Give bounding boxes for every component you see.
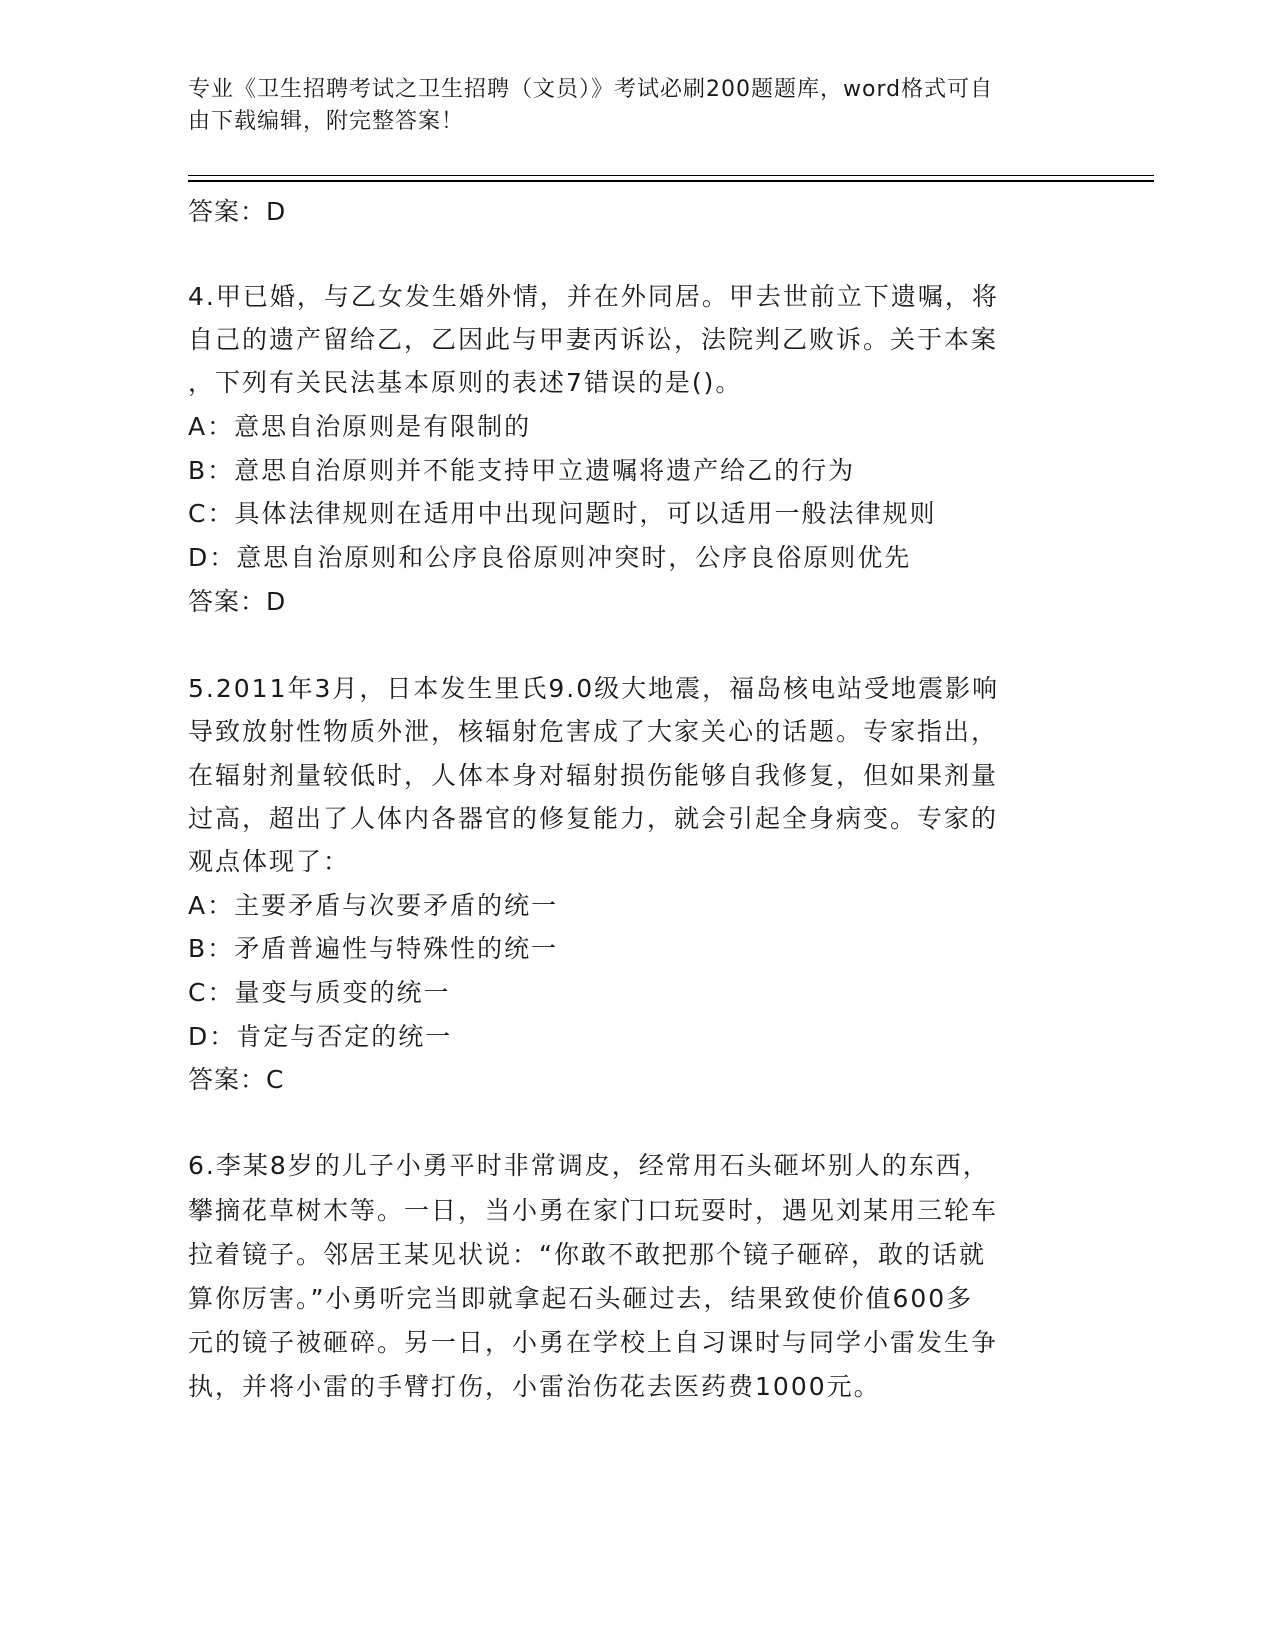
option-d: D：肯定与否定的统一 bbox=[188, 1022, 453, 1051]
option-b: B：意思自治原则并不能支持甲立遗嘱将遗产给乙的行为 bbox=[188, 456, 856, 485]
header-line: 专业《卫生招聘考试之卫生招聘（文员）》考试必刷200题题库，word格式可自 bbox=[188, 77, 994, 102]
question-text-line: ，下列有关民法基本原则的表述7错误的是()。 bbox=[188, 368, 743, 397]
question-text-line: 观点体现了： bbox=[188, 847, 351, 876]
question-text-line: 元的镜子被砸碎。另一日，小勇在学校上自习课时与同学小雷发生争 bbox=[188, 1328, 999, 1357]
option-c: C：具体法律规则在适用中出现问题时，可以适用一般法律规则 bbox=[188, 499, 937, 528]
header-divider-thick bbox=[188, 180, 1154, 182]
option-d: D：意思自治原则和公序良俗原则冲突时，公序良俗原则优先 bbox=[188, 543, 912, 572]
header-line: 由下载编辑，附完整答案！ bbox=[188, 109, 465, 134]
option-a: A：意思自治原则是有限制的 bbox=[188, 412, 532, 441]
header-divider-thin bbox=[188, 175, 1154, 176]
question-text-line: 执，并将小雷的手臂打伤，小雷治伤花去医药费1000元。 bbox=[188, 1372, 881, 1401]
document-header bbox=[188, 74, 1068, 138]
option-a: A：主要矛盾与次要矛盾的统一 bbox=[188, 891, 559, 920]
answer-q4: 答案：D bbox=[188, 587, 287, 616]
answer-q5: 答案：C bbox=[188, 1065, 285, 1094]
question-text-line: 攀摘花草树木等。一日，当小勇在家门口玩耍时，遇见刘某用三轮车 bbox=[188, 1196, 999, 1225]
question-text-line: 自己的遗产留给乙，乙因此与甲妻丙诉讼，法院判乙败诉。关于本案 bbox=[188, 325, 999, 354]
question-text-line: 6.李某8岁的儿子小勇平时非常调皮，经常用石头砸坏别人的东西， bbox=[188, 1151, 990, 1180]
answer-q3: 答案：D bbox=[188, 197, 287, 226]
question-text-line: 在辐射剂量较低时，人体本身对辐射损伤能够自我修复，但如果剂量 bbox=[188, 761, 999, 790]
question-text-line: 导致放射性物质外泄，核辐射危害成了大家关心的话题。专家指出， bbox=[188, 717, 999, 746]
question-text-line: 过高，超出了人体内各器官的修复能力，就会引起全身病变。专家的 bbox=[188, 804, 999, 833]
question-text-line: 算你厉害。”小勇听完当即就拿起石头砸过去，结果致使价值600多 bbox=[188, 1284, 974, 1313]
question-text-line: 拉着镜子。邻居王某见状说：“你敢不敢把那个镜子砸碎，敢的话就 bbox=[188, 1240, 986, 1269]
question-text-line: 4.甲已婚，与乙女发生婚外情，并在外同居。甲去世前立下遗嘱，将 bbox=[188, 282, 999, 311]
option-b: B：矛盾普遍性与特殊性的统一 bbox=[188, 934, 559, 963]
option-c: C：量变与质变的统一 bbox=[188, 978, 451, 1007]
question-text-line: 5.2011年3月，日本发生里氏9.0级大地震，福岛核电站受地震影响 bbox=[188, 674, 1000, 703]
